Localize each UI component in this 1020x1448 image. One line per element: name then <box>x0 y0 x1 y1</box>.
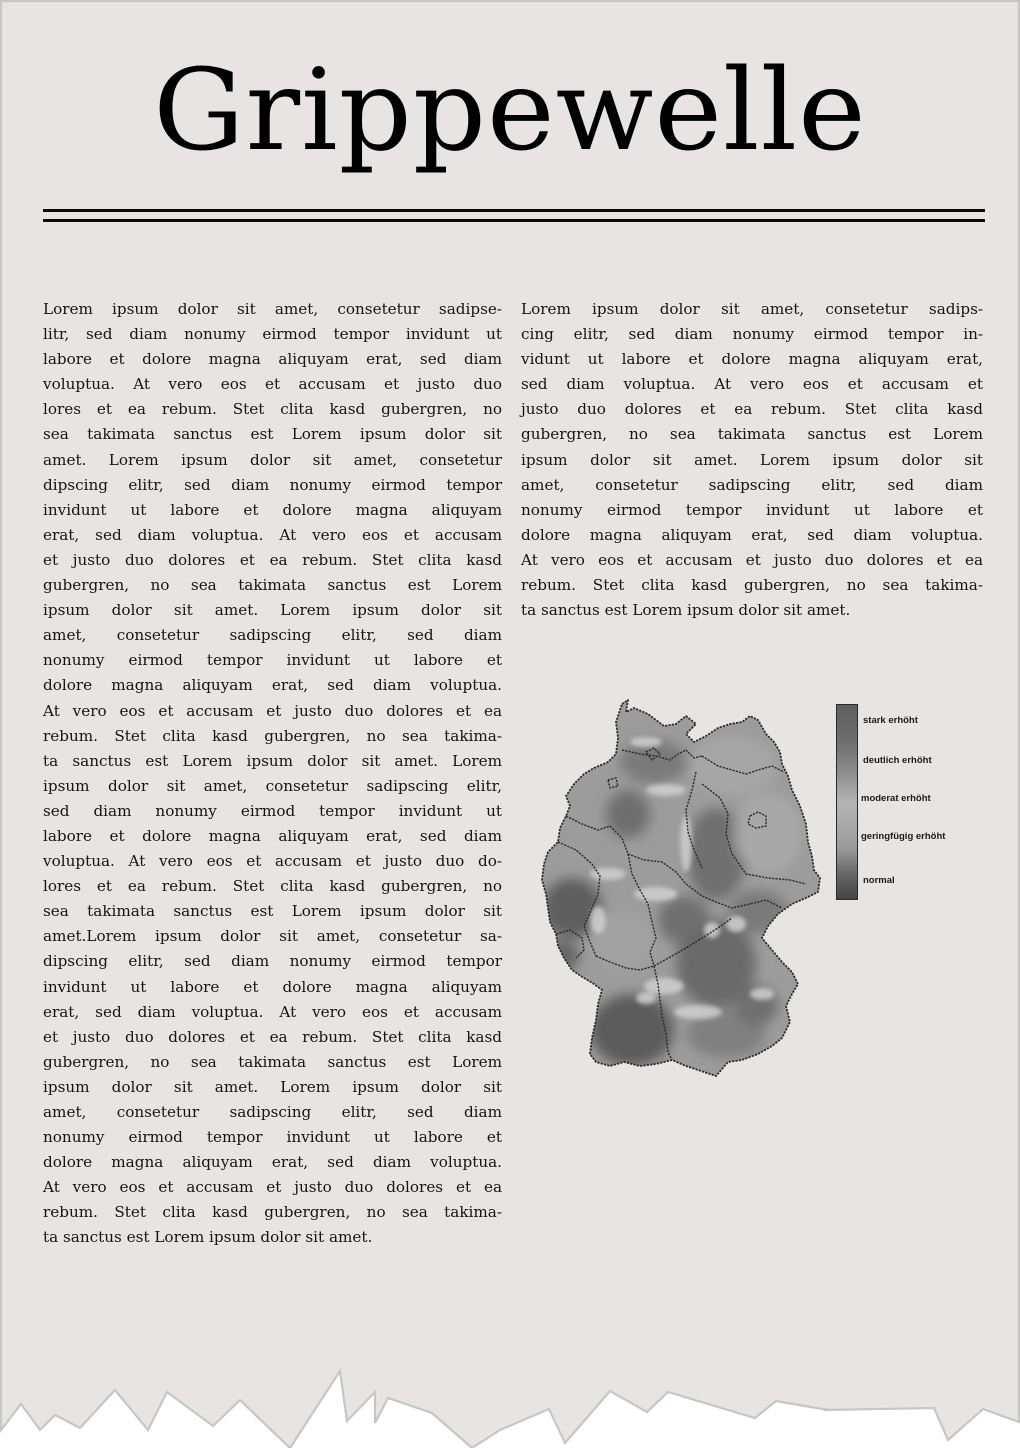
text-line: ipsum dolor sit amet, consetetur sadipscing elitr, <box>43 776 502 795</box>
text-line: justo duo dolores et ea rebum. Stet clita kasd <box>521 400 983 419</box>
text-line: amet, consetetur sadipscing elitr, sed diam <box>43 626 502 645</box>
text-line: dipscing elitr, sed diam nonumy eirmod tempor <box>43 952 502 971</box>
text-line: et justo duo dolores et ea rebum. Stet clita kasd <box>43 1027 502 1046</box>
text-line: ta sanctus est Lorem ipsum dolor sit amet. Lorem <box>43 751 502 770</box>
text-line: amet.Lorem ipsum dolor sit amet, consetetur sa- <box>43 927 502 946</box>
text-line: erat, sed diam voluptua. At vero eos et accusam <box>43 525 502 544</box>
legend-label-moderat: moderat erhöht <box>861 793 931 804</box>
legend-label-deutlich: deutlich erhöht <box>863 755 932 766</box>
text-line: dipscing elitr, sed diam nonumy eirmod tempor <box>43 475 502 494</box>
text-line: ipsum dolor sit amet. Lorem ipsum dolor sit <box>43 1077 502 1096</box>
text-line: gubergren, no sea takimata sanctus est Lorem <box>43 1052 502 1071</box>
right-text-column <box>521 297 983 623</box>
text-line: nonumy eirmod tempor invidunt ut labore et <box>43 651 502 670</box>
text-line: ta sanctus est Lorem ipsum dolor sit amet. <box>521 601 851 620</box>
text-line: dolore magna aliquyam erat, sed diam voluptua. <box>43 1153 502 1172</box>
text-line: amet. Lorem ipsum dolor sit amet, consetetur <box>43 450 502 469</box>
text-line: litr, sed diam nonumy eirmod tempor invidunt ut <box>43 325 502 344</box>
text-line: labore et dolore magna aliquyam erat, sed diam <box>43 350 502 369</box>
text-line: ipsum dolor sit amet. Lorem ipsum dolor sit <box>521 450 983 469</box>
text-line: invidunt ut labore et dolore magna aliquyam <box>43 500 502 519</box>
text-line: invidunt ut labore et dolore magna aliquyam <box>43 977 502 996</box>
text-line: sed diam nonumy eirmod tempor invidunt ut <box>43 801 502 820</box>
text-line: gubergren, no sea takimata sanctus est Lorem <box>521 425 983 444</box>
text-line: amet, consetetur sadipscing elitr, sed diam <box>43 1103 502 1121</box>
text-line: sea takimata sanctus est Lorem ipsum dolor sit <box>43 902 502 921</box>
text-line: At vero eos et accusam et justo duo dolores et ea <box>43 1178 502 1197</box>
text-line: rebum. Stet clita kasd gubergren, no sea takima- <box>521 576 983 595</box>
text-line: voluptua. At vero eos et accusam et justo duo <box>43 375 502 394</box>
text-line: ta sanctus est Lorem ipsum dolor sit amet. <box>43 1228 373 1247</box>
text-line: nonumy eirmod tempor invidunt ut labore et <box>521 500 983 519</box>
legend-label-geringfuegig: geringfügig erhöht <box>861 831 946 842</box>
text-line: erat, sed diam voluptua. At vero eos et accusam <box>43 1002 502 1021</box>
text-line: At vero eos et accusam et justo duo dolores et ea <box>521 550 983 569</box>
page-title: Grippewelle <box>153 46 867 176</box>
legend-gradient-bar <box>836 704 858 900</box>
text-line: rebum. Stet clita kasd gubergren, no sea takima- <box>43 726 502 745</box>
title-rule-top <box>43 209 985 212</box>
text-line: dolore magna aliquyam erat, sed diam voluptua. <box>43 676 502 695</box>
text-line: At vero eos et accusam et justo duo dolores et ea <box>43 701 502 720</box>
text-line: cing elitr, sed diam nonumy eirmod tempor in- <box>521 325 983 344</box>
legend-label-normal: normal <box>863 875 895 886</box>
text-line: gubergren, no sea takimata sanctus est Lorem <box>43 576 502 595</box>
germany-map <box>536 694 826 1086</box>
text-line: sed diam voluptua. At vero eos et accusam et <box>521 375 983 394</box>
text-line: amet, consetetur sadipscing elitr, sed diam <box>521 475 983 494</box>
text-line: voluptua. At vero eos et accusam et justo duo do- <box>43 852 502 871</box>
legend-label-stark: stark erhöht <box>863 715 918 726</box>
title-rule-bottom <box>43 219 985 222</box>
text-line: sea takimata sanctus est Lorem ipsum dolor sit <box>43 425 502 444</box>
text-line: vidunt ut labore et dolore magna aliquyam erat, <box>521 350 983 369</box>
left-text-column <box>43 297 502 1251</box>
text-line: lores et ea rebum. Stet clita kasd gubergren, no <box>43 400 502 419</box>
text-line: labore et dolore magna aliquyam erat, sed diam <box>43 826 502 845</box>
text-line: rebum. Stet clita kasd gubergren, no sea takima- <box>43 1203 502 1222</box>
influenza-map-figure <box>536 694 976 1086</box>
text-line: ipsum dolor sit amet. Lorem ipsum dolor sit <box>43 601 502 620</box>
text-line: dolore magna aliquyam erat, sed diam voluptua. <box>521 525 983 544</box>
text-line: lores et ea rebum. Stet clita kasd gubergren, no <box>43 877 502 896</box>
text-line: nonumy eirmod tempor invidunt ut labore et <box>43 1128 502 1147</box>
map-legend <box>836 704 976 904</box>
text-line: Lorem ipsum dolor sit amet, consetetur sadipse- <box>43 300 502 318</box>
text-line: et justo duo dolores et ea rebum. Stet clita kasd <box>43 550 502 569</box>
text-line: Lorem ipsum dolor sit amet, consetetur sadips- <box>521 300 983 318</box>
